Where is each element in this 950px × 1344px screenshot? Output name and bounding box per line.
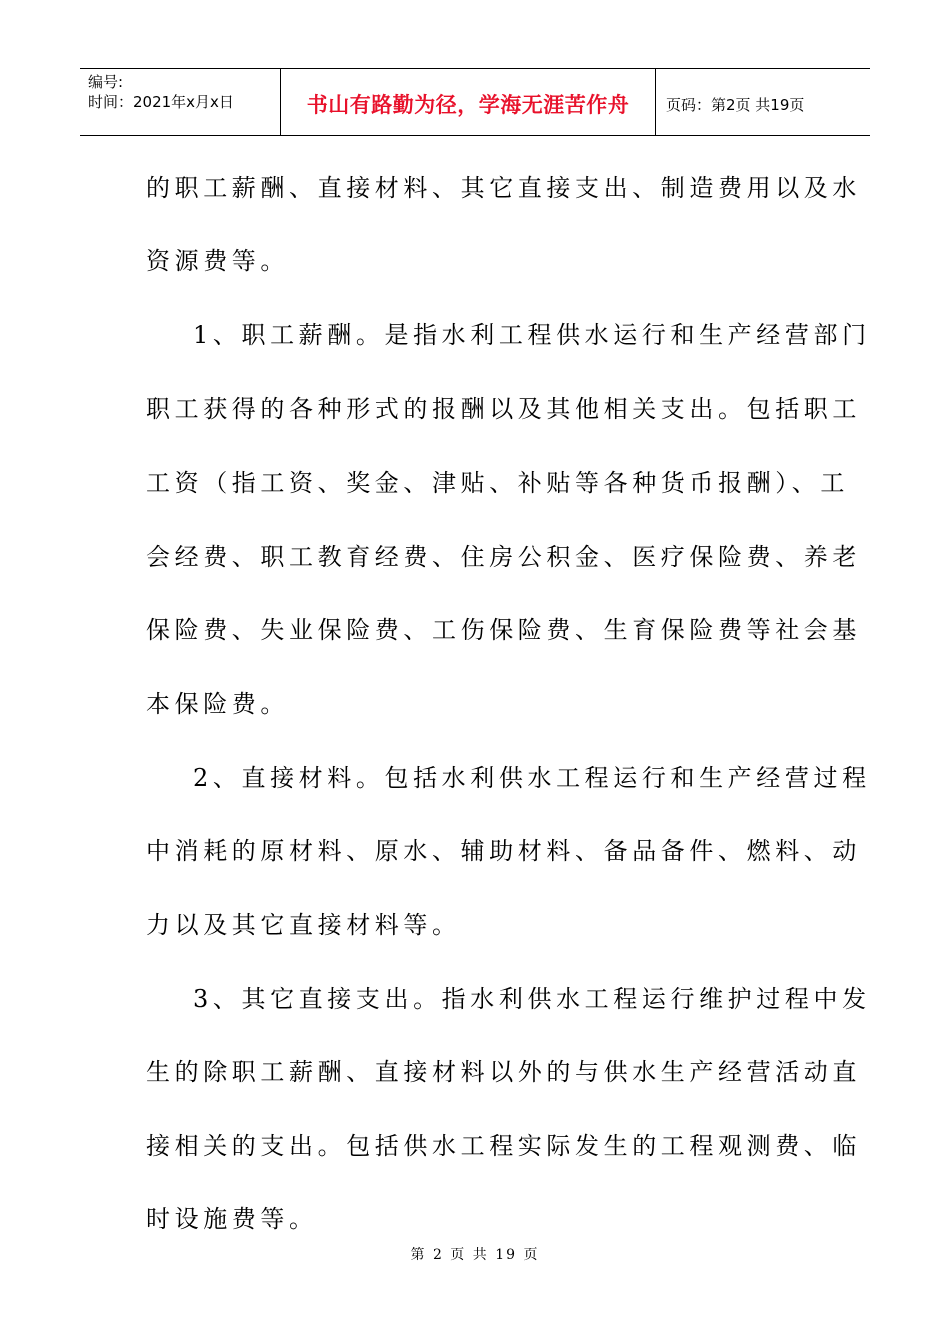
body-line: 本保险费。 xyxy=(146,690,289,718)
header-page-info-cell xyxy=(656,69,870,135)
document-date: 时间：2021年x月x日 xyxy=(88,93,234,111)
paragraph-3-start: 3、其它直接支出。指水利供水工程运行维护过程中发 xyxy=(193,985,871,1013)
body-line: 接相关的支出。包括供水工程实际发生的工程观测费、临 xyxy=(146,1132,861,1160)
body-line: 工资（指工资、奖金、津贴、补贴等各种货币报酬）、工 xyxy=(146,469,849,497)
header-page-info: 页码：第2页 共19页 xyxy=(666,95,805,114)
header-motto: 书山有路勤为径，学海无涯苦作舟 xyxy=(306,93,630,117)
body-line: 力以及其它直接材料等。 xyxy=(146,911,461,939)
body-line: 的职工薪酬、直接材料、其它直接支出、制造费用以及水 xyxy=(146,174,861,202)
body-line: 生的除职工薪酬、直接材料以外的与供水生产经营活动直 xyxy=(146,1058,861,1086)
paragraph-2-start: 2、直接材料。包括水利供水工程运行和生产经营过程 xyxy=(193,764,871,792)
header-meta xyxy=(80,69,281,135)
body-line: 资源费等。 xyxy=(146,247,289,275)
body-line: 时设施费等。 xyxy=(146,1205,318,1233)
document-number-label: 编号: xyxy=(88,73,124,91)
page-footer: 第 2 页 共 19 页 xyxy=(410,1247,540,1263)
header-motto-cell xyxy=(281,69,656,135)
body-line: 职工获得的各种形式的报酬以及其他相关支出。包括职工 xyxy=(146,395,861,423)
body-line: 会经费、职工教育经费、住房公积金、医疗保险费、养老 xyxy=(146,543,861,571)
page-header xyxy=(80,68,870,136)
paragraph-1-start: 1、职工薪酬。是指水利工程供水运行和生产经营部门 xyxy=(193,321,871,349)
body-line: 保险费、失业保险费、工伤保险费、生育保险费等社会基 xyxy=(146,616,861,644)
body-line: 中消耗的原材料、原水、辅助材料、备品备件、燃料、动 xyxy=(146,837,861,865)
